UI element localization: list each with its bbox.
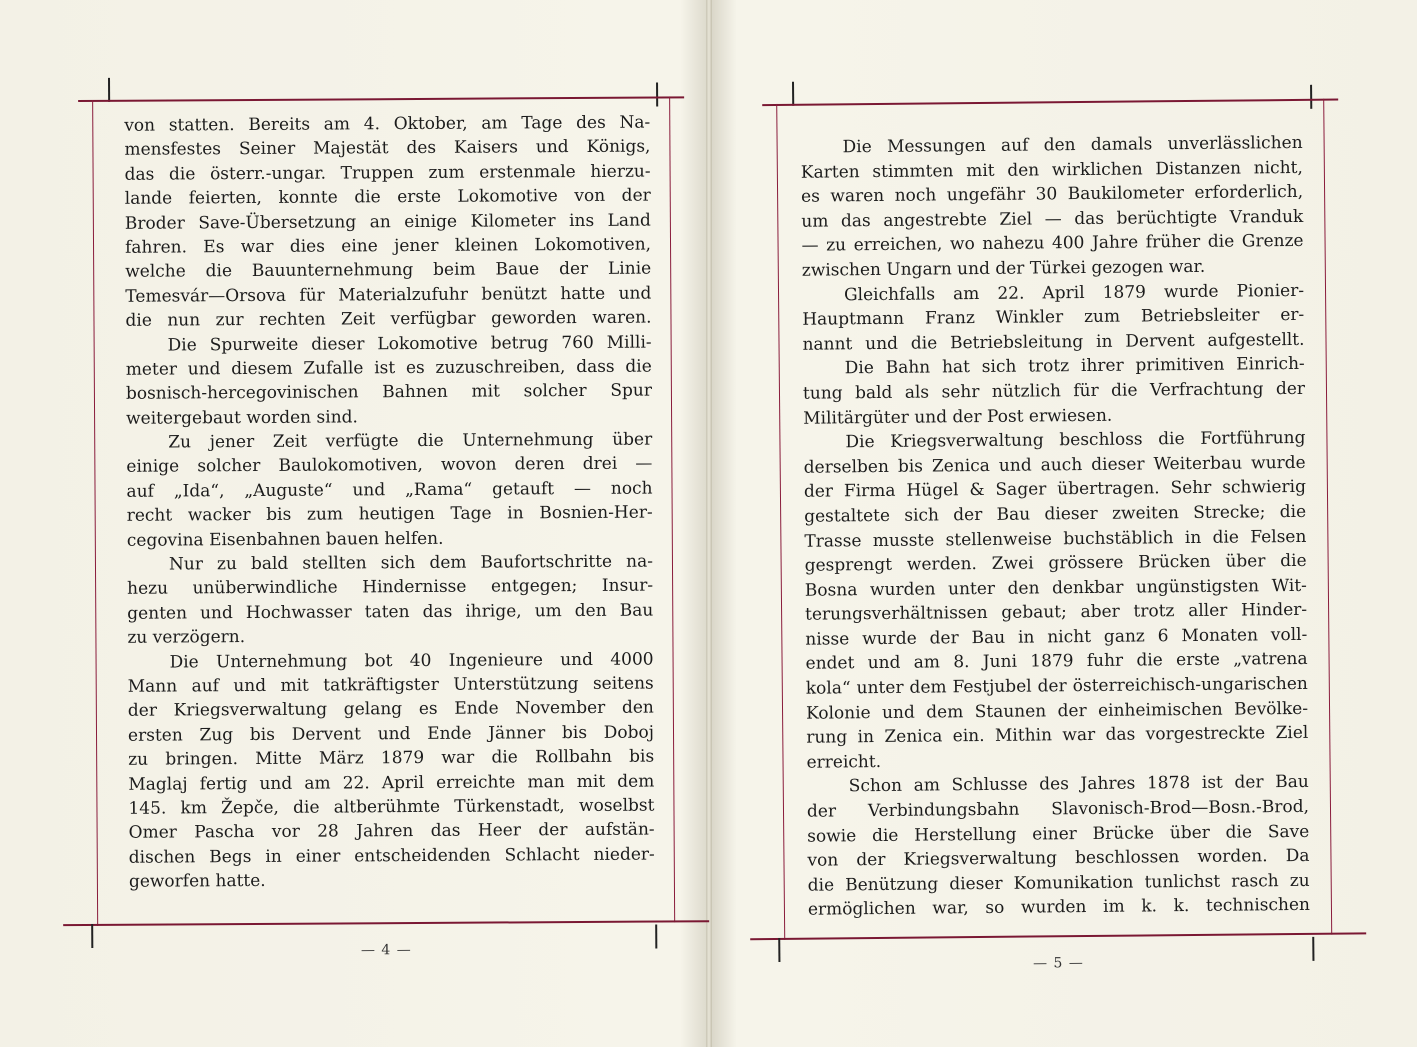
text-line: die Benützung dieser Komunikation tunlichst rasch zu [807,870,1310,896]
text-line: Die Kriegsverwaltung beschloss die Fortführung [845,428,1306,453]
text-line: meter und diesem Zufalle ist es zuzuschreiben, dass die [125,356,652,380]
text-line: einige solcher Baulokomotiven, wovon deren drei — [126,454,653,478]
text-line: Die Bahn hat sich trotz ihrer primitiven Einrich- [844,354,1305,379]
text-line: gesprengt werden. Zwei grössere Brücken über die [804,550,1307,576]
text-line: Die Unternehmung bot 40 Ingenieure und 4000 [169,649,654,673]
text-line: Broder Save-Übersetzung an einige Kilometer ins Land [124,210,651,234]
text-line: kola“ unter dem Festjubel der österreichisch-ungarischen [805,673,1308,699]
text-line: Omer Pascha vor 28 Jahren das Heer der aufstän- [128,819,655,844]
text-line: Gleichfalls am 22. April 1879 wurde Pionier- [843,280,1305,305]
text-line: derselben bis Zenica und auch dieser Weiterbau wurde [803,452,1306,478]
text-line: der Kriegsverwaltung gelang es Ende November den [127,697,654,722]
text-line: Militärgüter und der Post erwiesen. [803,405,1113,429]
text-line: geworfen hatte. [128,871,266,892]
text-line: Die Messungen auf den damals unverlässlichen [842,132,1303,158]
text-line: welche die Bauunternehmung beim Baue der Linie [125,258,652,283]
text-line: zu verzögern. [127,627,246,648]
text-line: Die Spurweite dieser Lokomotive betrug 760 Milli- [167,332,652,356]
text-line: der Verbindungsbahn Slavonisch-Brod—Bosn.-Brod, [806,796,1310,822]
text-line: erreicht. [806,751,882,773]
text-line: Mann auf und mit tatkräftigster Unterstützung seitens [127,673,654,697]
page-number: — 4 — [360,942,412,959]
text-line: die nun zur rechten Zeit verfügbar geworden waren. [125,307,652,331]
text-line: von der Kriegsverwaltung beschlossen worden. Da [807,846,1310,871]
text-line: mensfestes Seiner Majestät des Kaisers und Königs, [124,136,651,161]
text-line: Hauptmann Franz Winkler zum Betriebsleiter er- [802,305,1305,330]
text-line: ermöglichen war, so wurden im k. k. technischen [807,895,1311,921]
text-line: Maglaj fertig und am 22. April erreichte man mit dem [128,771,655,795]
left-page [86,74,681,978]
text-line: Zu jener Zeit verfügte die Unternehmung über [168,429,653,453]
text-line: dischen Begs in einer entscheidenden Schlacht nieder- [128,844,655,868]
text-line: das die österr.-ungar. Truppen zum erstenmale hierzu- [124,161,651,185]
text-line: Trasse musste stellenweise buchstäblich in die Felsen [804,526,1307,552]
text-line: lande feierten, konnte die erste Lokomotive von der [124,185,651,209]
text-line: 145. km Žepče, die altberühmte Türkenstadt, woselbst [128,795,655,819]
text-line: endet und am 8. Juni 1879 fuhr die erste „vatrena [805,649,1308,675]
text-line: terungsverhältnissen gebaut; aber trotz aller Hinder- [805,600,1308,625]
text-line: ersten Zug bis Dervent und Ende Jänner bis Doboj [127,722,655,746]
text-line: Kolonie und dem Staunen der einheimischen Bevölke- [805,698,1309,724]
text-line: nannt und die Betriebsleitung in Dervent aufgestellt. [802,329,1305,355]
text-line: tung bald als sehr nützlich für die Verfrachtung der [802,378,1306,404]
text-line: recht wacker bis zum heutigen Tage in Bosnien-Her- [126,502,653,527]
text-line: bosnisch-hercegovinischen Bahnen mit solcher Spur [125,380,652,405]
text-line: weitergebaut worden sind. [126,407,358,429]
text-line: gestaltete sich der Bau dieser zweiten Strecke; die [804,501,1307,527]
text-line: Bosna wurden unter den denkbar ungünstigsten Wit- [804,575,1307,601]
text-line: rung in Zenica ein. Mithin war das vorgestreckte Ziel [806,723,1309,748]
text-line: Karten stimmten mit den wirklichen Distanzen nicht, [800,157,1303,183]
page-number: — 5 — [1032,955,1084,972]
text-line: auf „Ida“, „Auguste“ und „Rama“ getauft — noch [126,478,653,502]
text-line: sowie die Herstellung einer Brücke über die Save [807,821,1310,847]
text-line: genten und Hochwasser taten das ihrige, um den Bau [127,600,654,624]
right-page [770,77,1339,992]
text-line: es waren noch ungefähr 30 Baukilometer erforderlich, [801,182,1304,207]
text-line: fahren. Es war dies eine jener kleinen Lokomotiven, [124,234,652,258]
text-line: Temesvár—Orsova für Materialzufuhr benützt hatte und [125,283,652,307]
text-line: um das angestrebte Ziel — das berüchtigte Vranduk [801,206,1304,232]
corner-mark [792,82,794,106]
text-line: Schon am Schlusse des Jahres 1878 ist der Bau [848,772,1309,797]
body-text [124,111,655,895]
text-line: cegovina Eisenbahnen bauen helfen. [126,528,444,551]
book-gutter [706,0,712,1047]
text-line: zu bringen. Mitte März 1879 war die Rollbahn bis [128,746,655,770]
text-line: — zu erreichen, wo nahezu 400 Jahre früher die Grenze [801,231,1304,257]
corner-mark [108,78,110,102]
text-line: der Firma Hügel & Sager übertragen. Sehr schwierig [803,477,1307,503]
text-line: nisse wurde der Bau in nicht ganz 6 Monaten voll- [805,624,1308,650]
text-line: von statten. Bereits am 4. Oktober, am Tage des Na- [124,112,651,136]
text-line: zwischen Ungarn und der Türkei gezogen war. [801,256,1206,281]
text-line: hezu unüberwindliche Hindernisse entgegen; Insur- [127,575,654,600]
body-text [801,131,1311,923]
text-line: Nur zu bald stellten sich dem Baufortschritte na- [168,551,654,575]
